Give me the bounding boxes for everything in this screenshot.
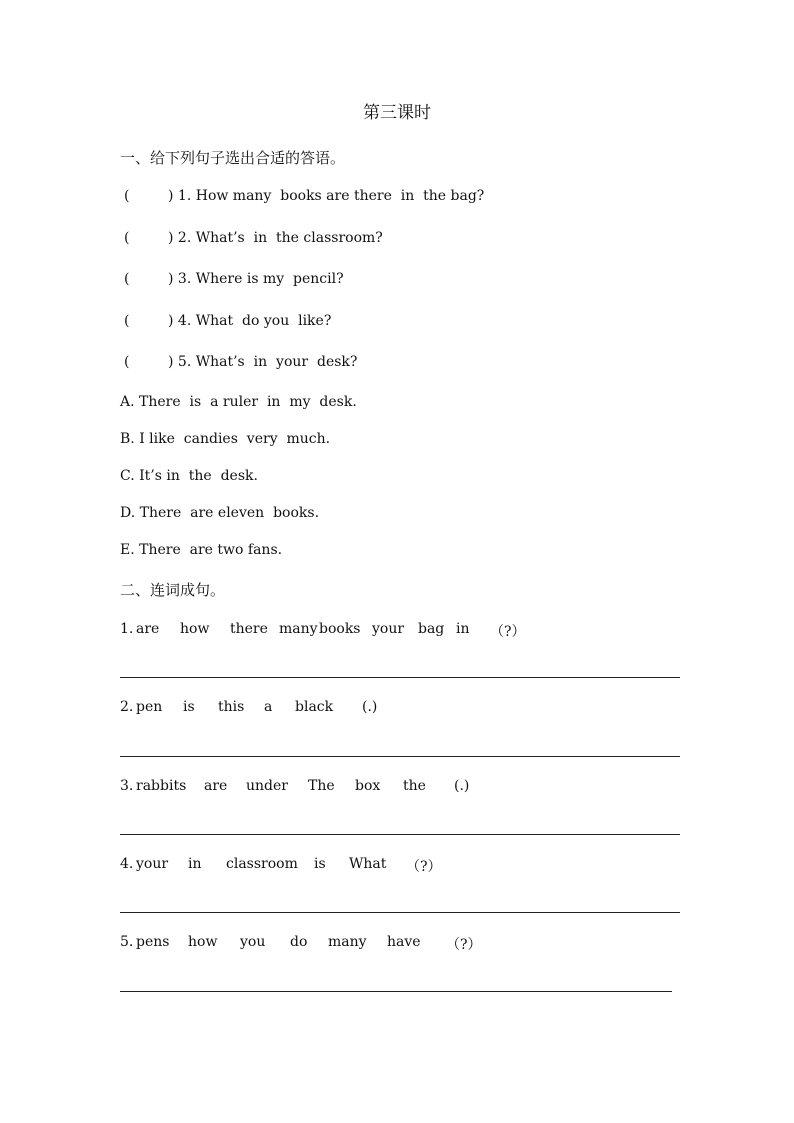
- scramble-word: in: [188, 856, 202, 872]
- scramble-word: black: [295, 699, 334, 715]
- answer-paren-open: (: [124, 188, 130, 204]
- scramble-word: are: [136, 621, 160, 637]
- scramble-word: is: [314, 856, 326, 872]
- scramble-word: are: [204, 778, 228, 794]
- item-number: 5.: [120, 934, 134, 950]
- answer-option: D. There are eleven books.: [120, 505, 320, 521]
- question-text: 3. Where is my pencil?: [177, 271, 344, 287]
- answer-paren-open: (: [124, 230, 130, 246]
- answer-paren-close: ): [168, 188, 174, 204]
- answer-line[interactable]: [120, 756, 680, 757]
- answer-paren-open: (: [124, 271, 130, 287]
- scramble-word: how: [188, 934, 218, 950]
- scramble-word: the: [403, 778, 426, 794]
- question-text: 2. What’s in the classroom?: [177, 230, 383, 246]
- scramble-word: rabbits: [136, 778, 187, 794]
- punctuation-hint: （?）: [406, 859, 442, 875]
- scramble-row: [120, 934, 680, 954]
- scramble-row: [120, 699, 680, 719]
- answer-line[interactable]: [120, 677, 680, 678]
- scramble-word: pen: [136, 699, 163, 715]
- scramble-word: do: [290, 934, 308, 950]
- question-item: [124, 230, 383, 246]
- scramble-word: books: [319, 621, 361, 637]
- answer-option: C. It’s in the desk.: [120, 468, 258, 484]
- scramble-row: [120, 778, 680, 798]
- scramble-word: is: [183, 699, 195, 715]
- scramble-word: you: [240, 934, 266, 950]
- scramble-word: under: [246, 778, 288, 794]
- part2-heading: 二、连词成句。: [120, 581, 226, 599]
- scramble-word: The: [308, 778, 335, 794]
- question-item: [124, 313, 331, 329]
- question-text: 5. What’s in your desk?: [177, 354, 358, 370]
- answer-paren-open: (: [124, 354, 130, 370]
- scramble-word: many: [328, 934, 367, 950]
- answer-paren-open: (: [124, 313, 130, 329]
- scramble-row: [120, 856, 680, 876]
- question-item: [124, 354, 357, 370]
- question-text: 1. How many books are there in the bag?: [177, 188, 485, 204]
- scramble-word: there: [230, 621, 268, 637]
- answer-option: E. There are two fans.: [120, 542, 283, 558]
- item-number: 3.: [120, 778, 134, 794]
- scramble-word: many: [279, 621, 318, 637]
- item-number: 4.: [120, 856, 134, 872]
- scramble-word: box: [355, 778, 381, 794]
- question-item: [124, 188, 484, 204]
- answer-paren-close: ): [168, 271, 174, 287]
- scramble-word: your: [372, 621, 405, 637]
- part1-heading: 一、给下列句子选出合适的答语。: [120, 149, 346, 167]
- punctuation-hint: （?）: [490, 624, 526, 640]
- scramble-word: pens: [136, 934, 170, 950]
- scramble-word: your: [136, 856, 169, 872]
- item-number: 1.: [120, 621, 134, 637]
- scramble-word: What: [349, 856, 387, 872]
- scramble-word: classroom: [226, 856, 298, 872]
- answer-option: A. There is a ruler in my desk.: [120, 394, 357, 410]
- page-title: 第三课时: [363, 103, 431, 123]
- answer-paren-close: ): [168, 313, 174, 329]
- answer-paren-close: ): [168, 354, 174, 370]
- scramble-word: a: [264, 699, 273, 715]
- question-item: [124, 271, 344, 287]
- answer-line[interactable]: [120, 912, 680, 913]
- scramble-word: how: [180, 621, 210, 637]
- punctuation-hint: (.): [454, 778, 470, 794]
- scramble-word: in: [456, 621, 470, 637]
- scramble-word: this: [218, 699, 245, 715]
- scramble-row: [120, 621, 680, 641]
- question-text: 4. What do you like?: [177, 313, 332, 329]
- punctuation-hint: (.): [362, 699, 378, 715]
- answer-line[interactable]: [120, 991, 672, 992]
- scramble-word: bag: [418, 621, 445, 637]
- answer-option: B. I like candies very much.: [120, 431, 331, 447]
- answer-line[interactable]: [120, 834, 680, 835]
- punctuation-hint: （?）: [446, 937, 482, 953]
- item-number: 2.: [120, 699, 134, 715]
- answer-paren-close: ): [168, 230, 174, 246]
- scramble-word: have: [387, 934, 421, 950]
